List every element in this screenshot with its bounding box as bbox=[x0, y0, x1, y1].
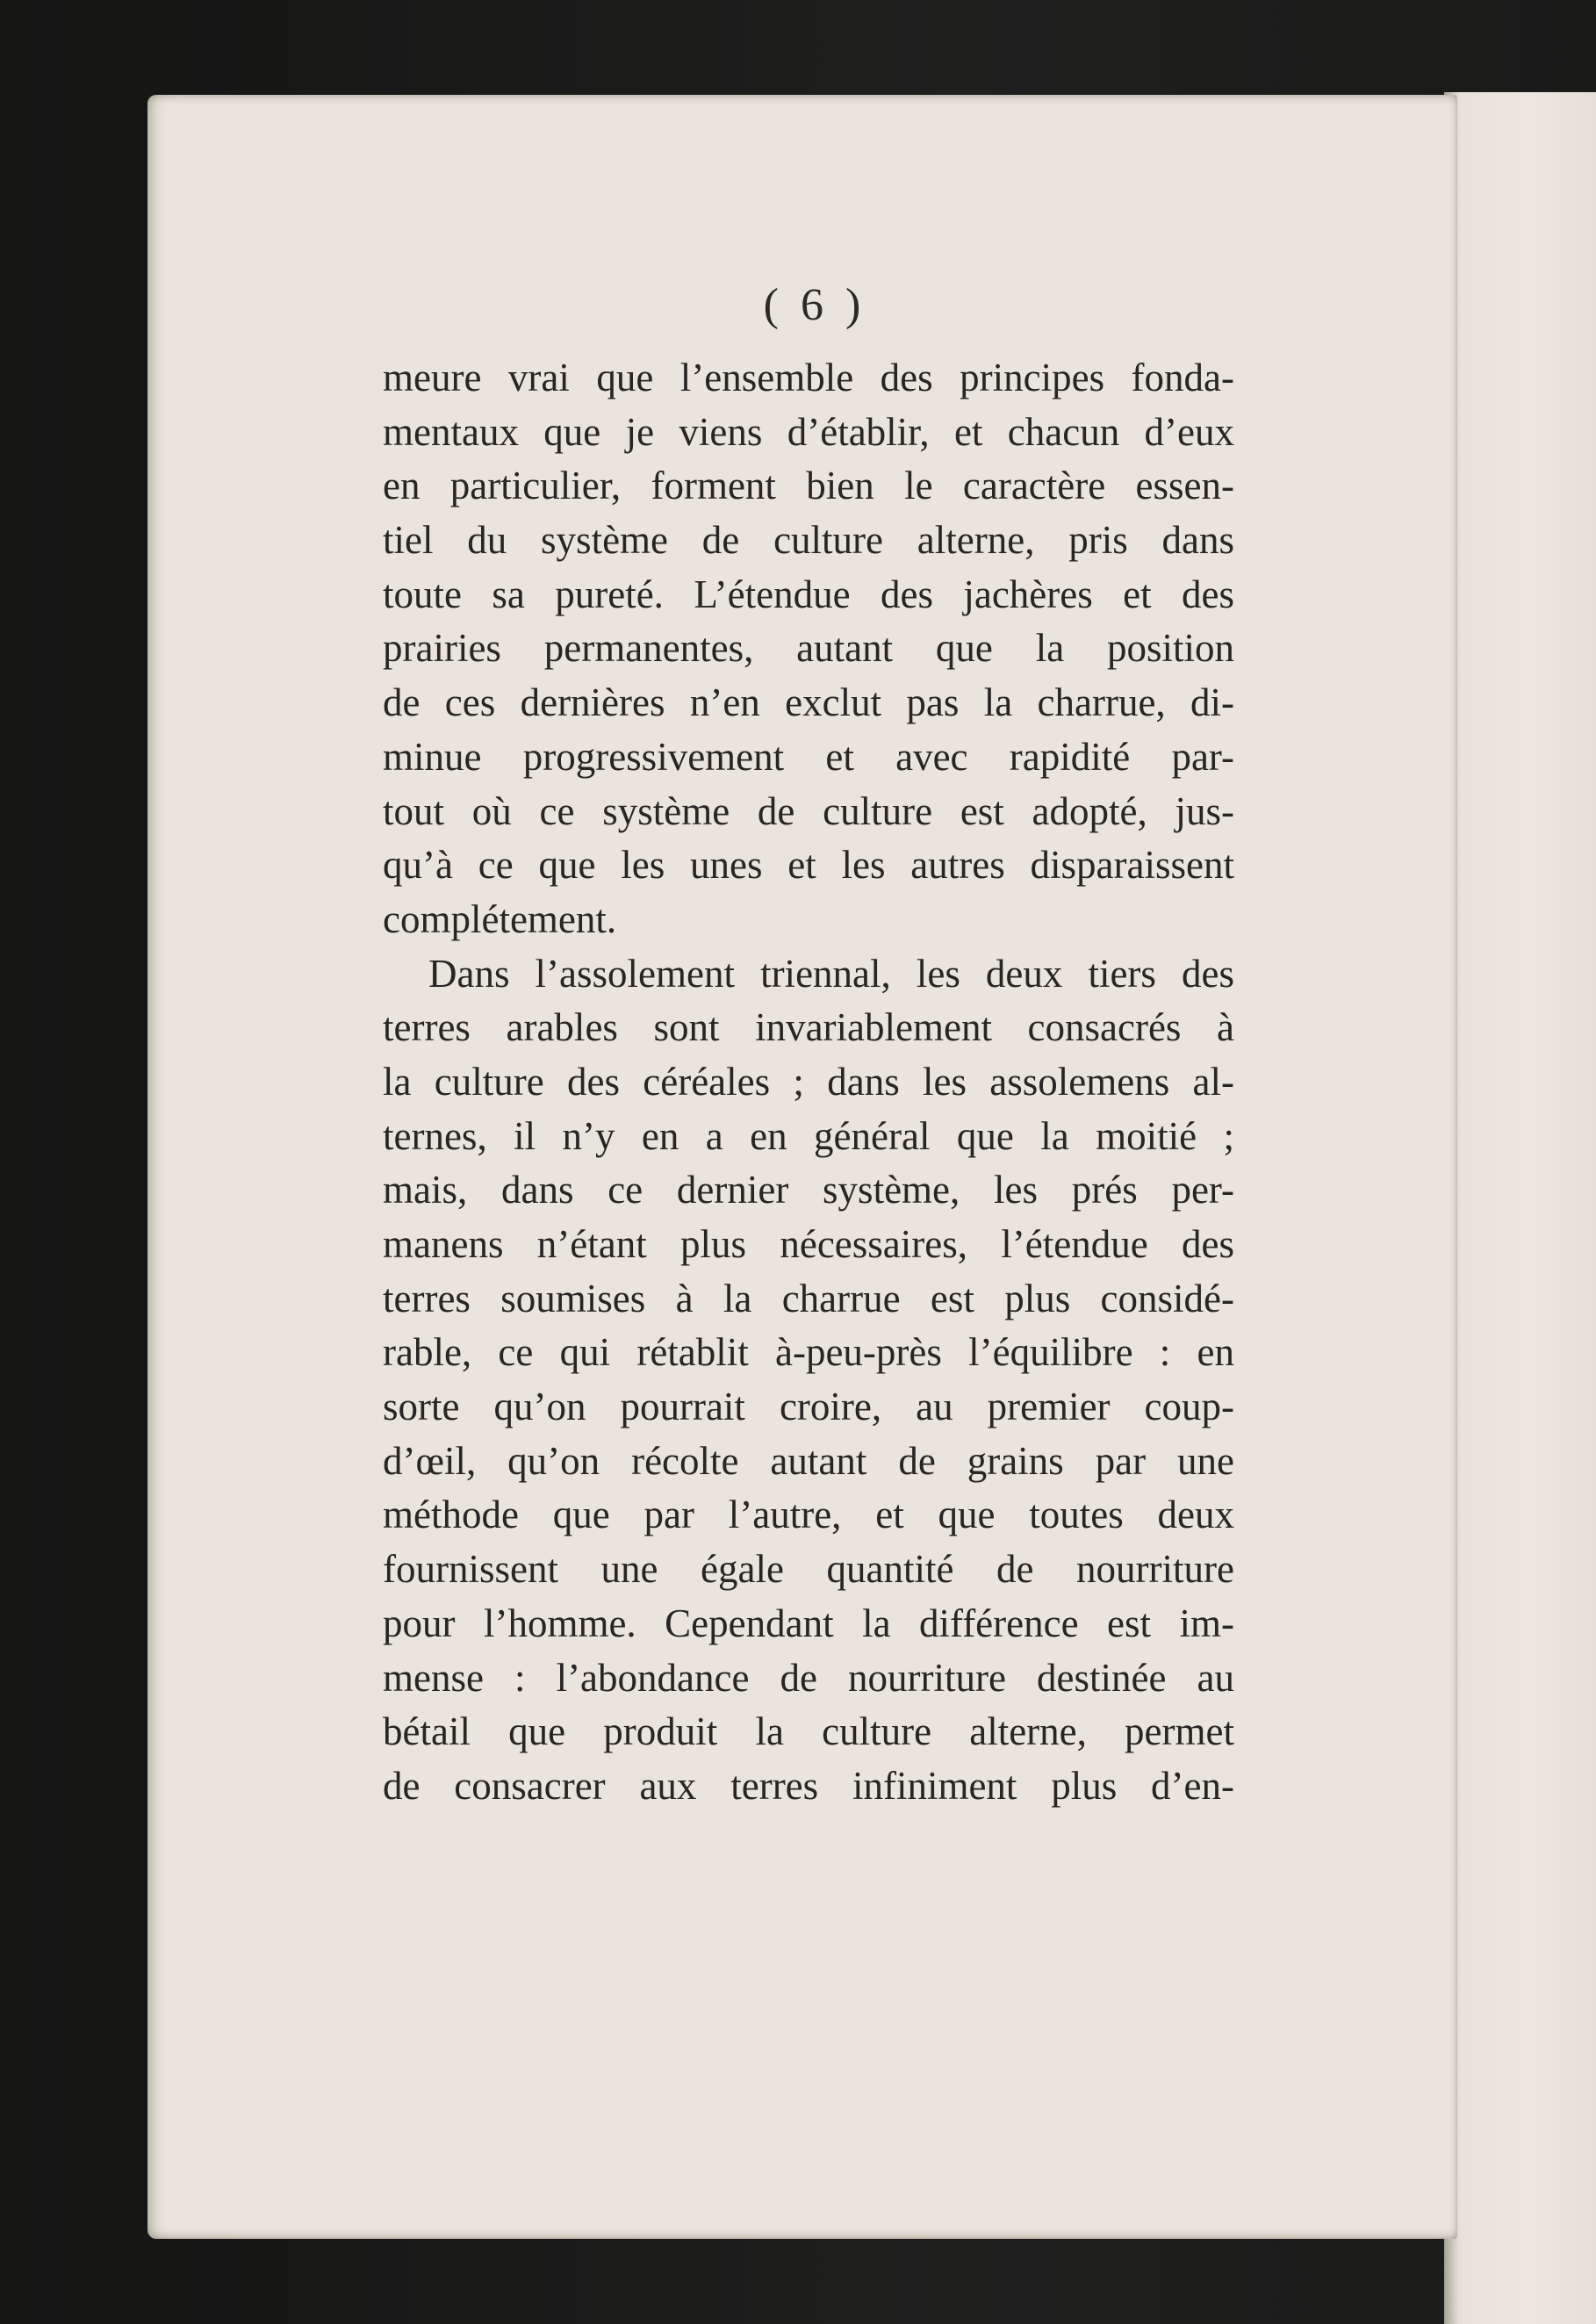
text-line: la culture des céréales ; dans les assolemens al- bbox=[383, 1059, 1234, 1104]
text-line: rable, ce qui rétablit à-peu-près l’équilibre : en bbox=[383, 1330, 1234, 1375]
text-line: mense : l’abondance de nourriture destinée au bbox=[383, 1655, 1234, 1700]
text-line: toute sa pureté. L’étendue des jachères et des bbox=[383, 572, 1234, 616]
text-line: fournissent une égale quantité de nourriture bbox=[383, 1547, 1234, 1592]
paragraph-end-line: complétement. bbox=[383, 896, 617, 941]
text-line: mais, dans ce dernier système, les prés per- bbox=[383, 1168, 1234, 1212]
text-line: terres arables sont invariablement consacrés à bbox=[383, 1005, 1234, 1050]
text-line: de ces dernières n’en exclut pas la charrue, di- bbox=[383, 680, 1234, 725]
text-line: tiel du système de culture alterne, pris dans bbox=[383, 518, 1234, 563]
page-number: ( 6 ) bbox=[763, 280, 866, 330]
paragraph-start-line: Dans l’assolement triennal, les deux tiers des bbox=[428, 951, 1234, 996]
facing-page-edge bbox=[1444, 92, 1596, 2324]
text-line: en particulier, forment bien le caractère essen- bbox=[383, 464, 1234, 508]
text-line: bétail que produit la culture alterne, permet bbox=[383, 1709, 1234, 1754]
text-line: sorte qu’on pourrait croire, au premier coup- bbox=[383, 1385, 1234, 1429]
text-line: pour l’homme. Cependant la différence est im- bbox=[383, 1601, 1234, 1645]
text-line: méthode que par l’autre, et que toutes deux bbox=[383, 1493, 1234, 1537]
text-line: tout où ce système de culture est adopté, jus- bbox=[383, 788, 1234, 833]
text-line: d’œil, qu’on récolte autant de grains par une bbox=[383, 1438, 1234, 1483]
text-line: qu’à ce que les unes et les autres disparaissent bbox=[383, 843, 1234, 888]
text-line: manens n’étant plus nécessaires, l’étendue des bbox=[383, 1222, 1234, 1266]
text-line: minue progressivement et avec rapidité par- bbox=[383, 734, 1234, 779]
text-line: meure vrai que l’ensemble des principes fonda- bbox=[383, 356, 1234, 399]
text-line: prairies permanentes, autant que la position bbox=[383, 626, 1234, 671]
text-line: de consacrer aux terres infiniment plus d’en- bbox=[383, 1763, 1234, 1808]
text-line: mentaux que je viens d’établir, et chacun d’eux bbox=[383, 409, 1234, 454]
body-text bbox=[383, 351, 1234, 1814]
text-line: ternes, il n’y en a en général que la moitié ; bbox=[383, 1113, 1234, 1158]
text-line: terres soumises à la charrue est plus considé- bbox=[383, 1276, 1234, 1320]
